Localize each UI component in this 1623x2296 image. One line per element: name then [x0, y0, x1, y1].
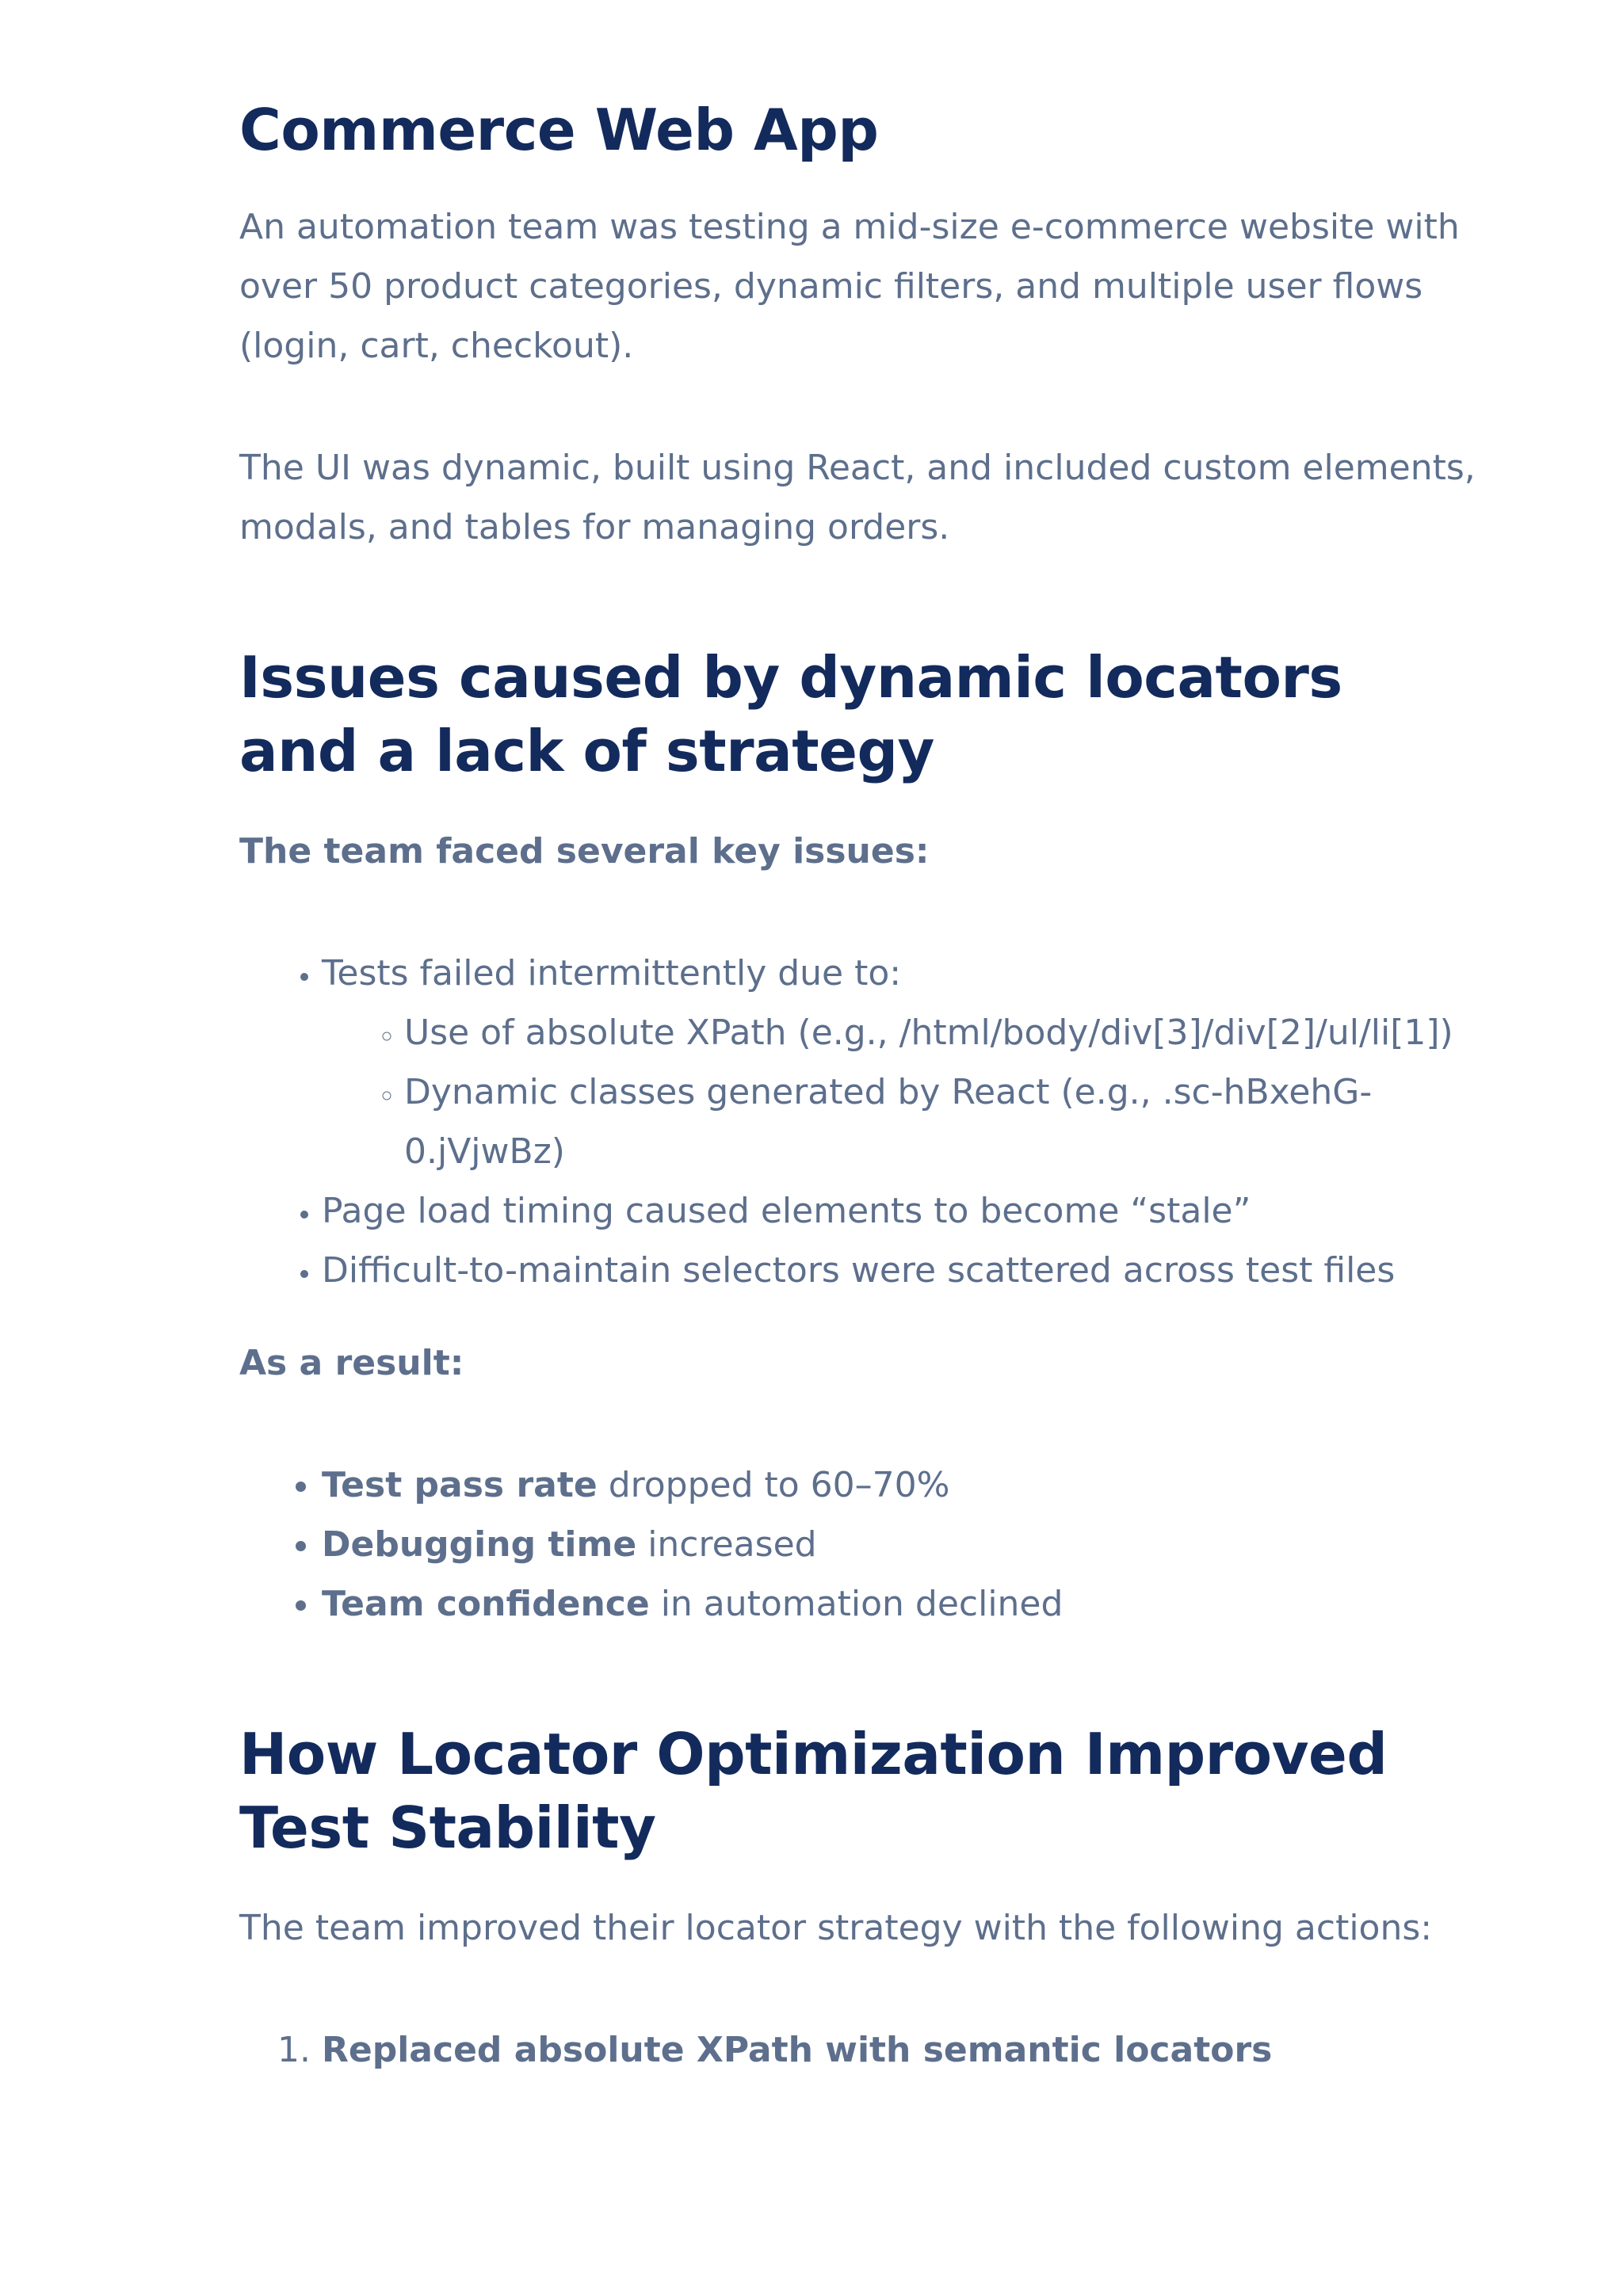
result-item-text: dropped to 60–70% [597, 1465, 950, 1505]
result-lead: As a result: [239, 1343, 464, 1383]
issue-subitem: ◦ Dynamic classes generated by React (e.g., .sc-hBxehG-0.jVjwBz) [404, 1062, 1476, 1181]
action-item-bold: Replaced absolute XPath with semantic locators [322, 2030, 1273, 2070]
result-item [322, 1455, 1476, 1515]
issues-heading: Issues caused by dynamic locators and a lack of strategy [239, 644, 1342, 784]
issue-item: • Difficult-to-maintain selectors were scattered across test files [322, 1241, 1476, 1300]
app-title-heading: Commerce Web App [239, 97, 879, 163]
intro-paragraph-2: The UI was dynamic, built using React, and included custom elements, modals, and tables for managing orders. [239, 448, 1476, 547]
issues-lead: The team faced several key issues: [239, 831, 930, 871]
action-item [322, 2020, 1476, 2080]
article-body [239, 93, 1476, 2080]
optimization-lead: The team improved their locator strategy with the following actions: [239, 1908, 1433, 1948]
issues-list [239, 944, 1476, 1300]
actions-list [239, 2020, 1476, 2080]
issue-item-text: Tests failed intermittently due to: [322, 953, 902, 994]
issue-subitem: ◦ Use of absolute XPath (e.g., /html/body/div[3]/div[2]/ul/li[1]) [404, 1003, 1476, 1062]
intro-paragraph-1: An automation team was testing a mid-size e-commerce website with over 50 product categories, dynamic filters, and multiple user flows (login, cart, checkout). [239, 207, 1460, 366]
issue-item [322, 944, 1476, 1181]
result-item-bold: Test pass rate [322, 1465, 598, 1505]
result-item-bold: Debugging time [322, 1524, 637, 1565]
result-item-bold: Team confidence [322, 1584, 650, 1624]
issue-sublist [322, 1003, 1476, 1181]
result-item-text: in automation declined [649, 1584, 1064, 1624]
optimization-heading: How Locator Optimization Improved Test Stability [239, 1721, 1388, 1861]
result-item-text: increased [636, 1524, 817, 1565]
issue-item: • Page load timing caused elements to become “stale” [322, 1181, 1476, 1241]
result-item [322, 1574, 1476, 1634]
results-list [239, 1455, 1476, 1634]
result-item [322, 1515, 1476, 1574]
